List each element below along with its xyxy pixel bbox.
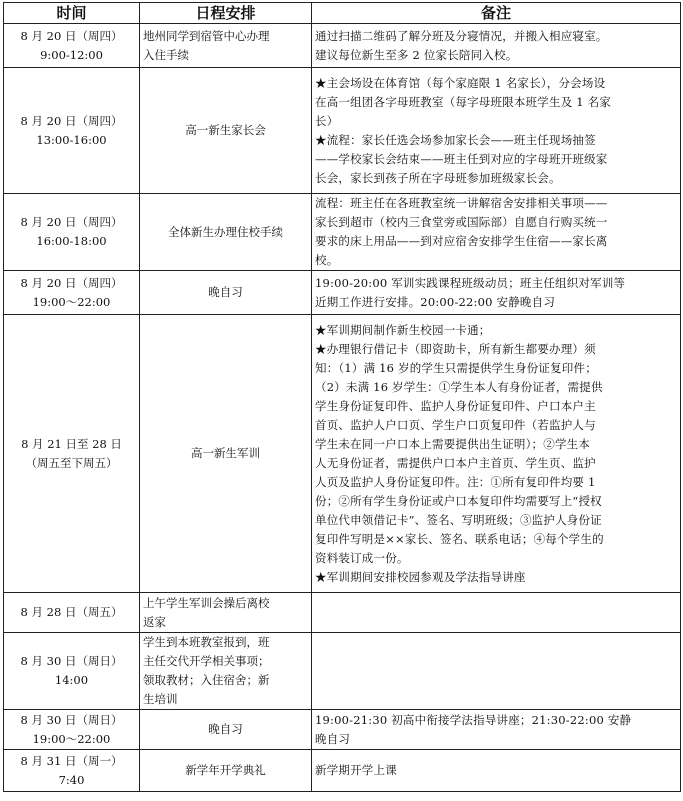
note-line: 长会，家长到孩子所在字母班参加班级家长会。 xyxy=(315,170,561,185)
schedule-table xyxy=(3,2,681,792)
time-line: 7:40 xyxy=(58,772,85,787)
time-cell xyxy=(4,24,140,68)
plan-line: 高一新生军训 xyxy=(191,446,260,460)
time-line: （周五至下周五） xyxy=(25,455,118,470)
time-line: 8 月 30 日（周日） xyxy=(20,712,123,727)
note-line: 人无身份证者，需提供户口本户主首页、学生页、监护 xyxy=(315,455,596,470)
header-time: 时间 xyxy=(4,3,140,24)
time-cell xyxy=(4,271,140,315)
note-line: 知：（1）满 16 岁的学生只需提供学生身份证复印件； xyxy=(315,360,597,375)
header-note: 备注 xyxy=(312,3,681,24)
plan-line: 上午学生军训会操后离校 xyxy=(143,595,270,610)
plan-line: 地州同学到宿管中心办理 xyxy=(143,28,270,43)
time-line: 19:00～22:00 xyxy=(32,731,111,746)
note-line: 资料装订成一份。 xyxy=(315,550,409,565)
plan-line: 高一新生家长会 xyxy=(185,123,266,137)
table-row xyxy=(4,593,681,633)
plan-line: 学生到本班教室报到，班 xyxy=(143,635,270,649)
table-row xyxy=(4,315,681,593)
plan-line: 主任交代开学相关事项； xyxy=(143,654,270,668)
note-line: 19:00-21:30 初高中衔接学法指导讲座；21:30-22:00 安静 xyxy=(315,712,632,727)
time-cell xyxy=(4,68,140,194)
note-cell xyxy=(312,593,681,633)
time-line: 8 月 28 日（周五） xyxy=(20,605,123,619)
note-line: ★流程：家长任选会场参加家长会——班主任现场抽签 xyxy=(315,132,596,147)
table-row xyxy=(4,633,681,710)
time-line: 8 月 20 日（周四） xyxy=(20,275,123,290)
plan-line: 入住手续 xyxy=(143,47,189,62)
time-line: 13:00-16:00 xyxy=(36,132,107,147)
time-cell xyxy=(4,710,140,750)
plan-line: 返家 xyxy=(143,614,166,629)
note-line: （2）未满 16 岁学生：①学生本人有身份证者，需提供 xyxy=(315,379,603,394)
note-cell xyxy=(312,68,681,194)
table-row xyxy=(4,271,681,315)
table-row xyxy=(4,750,681,792)
note-line: 建议每位新生至多 2 位家长陪同入校。 xyxy=(315,47,518,62)
note-line: ★军训期间安排校园参观及学法指导讲座 xyxy=(315,569,526,584)
time-line: 8 月 20 日（周四） xyxy=(20,113,123,128)
note-line: 校。 xyxy=(315,253,339,267)
note-line: 新学期开学上课 xyxy=(315,763,397,777)
plan-line: 全体新生办理住校手续 xyxy=(168,224,283,239)
time-line: 8 月 31 日（周一） xyxy=(20,753,123,768)
time-line: 14:00 xyxy=(54,673,89,687)
time-line: 8 月 20 日（周四） xyxy=(20,28,123,43)
plan-line: 新学年开学典礼 xyxy=(185,763,266,777)
note-line: 晚自习 xyxy=(315,731,351,746)
note-line: ——学校家长会结束——班主任到对应的字母班开班级家 xyxy=(315,151,608,166)
plan-line: 晚自习 xyxy=(208,285,243,299)
note-line: 复印件写明是××家长、签名、联系电话；④每个学生的 xyxy=(315,531,604,546)
plan-cell xyxy=(140,24,312,68)
plan-cell xyxy=(140,710,312,750)
time-cell xyxy=(4,315,140,593)
time-cell xyxy=(4,633,140,710)
time-line: 19:00～22:00 xyxy=(32,294,111,309)
note-cell xyxy=(312,24,681,68)
plan-cell xyxy=(140,593,312,633)
plan-cell xyxy=(140,68,312,194)
time-line: 8 月 20 日（周四） xyxy=(20,215,123,229)
table-row xyxy=(4,710,681,750)
table-row xyxy=(4,24,681,68)
plan-cell xyxy=(140,194,312,271)
plan-cell xyxy=(140,633,312,710)
table-row xyxy=(4,194,681,271)
note-line: 份；②所有学生身份证或户口本复印件均需要写上“授权 xyxy=(315,493,602,508)
note-line: 流程：班主任在各班教室统一讲解宿舍安排相关事项—— xyxy=(315,196,608,210)
note-cell xyxy=(312,194,681,271)
note-line: 家长到超市（校内三食堂旁或国际部）自愿自行购买统一 xyxy=(315,215,608,229)
time-cell xyxy=(4,750,140,792)
table-row xyxy=(4,68,681,194)
note-line: 近期工作进行安排。20:00-22:00 安静晚自习 xyxy=(315,294,556,309)
note-cell xyxy=(312,710,681,750)
time-line: 9:00-12:00 xyxy=(40,47,103,62)
note-cell xyxy=(312,315,681,593)
note-line: 19:00-20:00 军训实践课程班级动员；班主任组织对军训等 xyxy=(315,275,626,290)
time-cell xyxy=(4,593,140,633)
note-line: 学生未在同一户口本上需要提供出生证明）；②学生本 xyxy=(315,436,591,451)
note-line: 学生身份证复印件、监护人身份证复印件、户口本户主 xyxy=(315,398,596,413)
note-cell xyxy=(312,633,681,710)
time-line: 16:00-18:00 xyxy=(36,234,107,248)
note-cell xyxy=(312,750,681,792)
note-line: ★办理银行借记卡（即资助卡，所有新生都要办理）须 xyxy=(315,341,596,356)
note-cell xyxy=(312,271,681,315)
time-cell xyxy=(4,194,140,271)
note-line: 人页及监护人身份证复印件。注：①所有复印件均要 1 xyxy=(315,474,596,489)
note-line: 单位代申领借记卡”、签名、写明班级；③监护人身份证 xyxy=(315,512,602,527)
plan-cell xyxy=(140,271,312,315)
note-line: 要求的床上用品——到对应宿舍安排学生住宿——家长离 xyxy=(315,234,608,248)
plan-line: 领取教材；入住宿舍；新 xyxy=(143,673,270,687)
time-line: 8 月 21 日至 28 日 xyxy=(21,436,122,451)
note-line: 首页、监护人户口页、学生户口页复印件（若监护人与 xyxy=(315,417,596,432)
plan-line: 生培训 xyxy=(143,692,178,706)
header-row xyxy=(4,3,681,24)
note-line: 在高一组团各字母班教室（每字母班限本班学生及 1 名家 xyxy=(315,94,612,109)
note-line: ★军训期间制作新生校园一卡通； xyxy=(315,322,491,337)
plan-cell xyxy=(140,315,312,593)
header-plan: 日程安排 xyxy=(140,3,312,24)
plan-line: 晚自习 xyxy=(208,722,243,736)
time-line: 8 月 30 日（周日） xyxy=(20,654,123,668)
note-line: 通过扫描二维码了解分班及分寝情况，并搬入相应寝室。 xyxy=(315,28,608,43)
plan-cell xyxy=(140,750,312,792)
note-line: 长） xyxy=(315,113,339,128)
note-line: ★主会场设在体育馆（每个家庭限 1 名家长），分会场设 xyxy=(315,75,606,90)
